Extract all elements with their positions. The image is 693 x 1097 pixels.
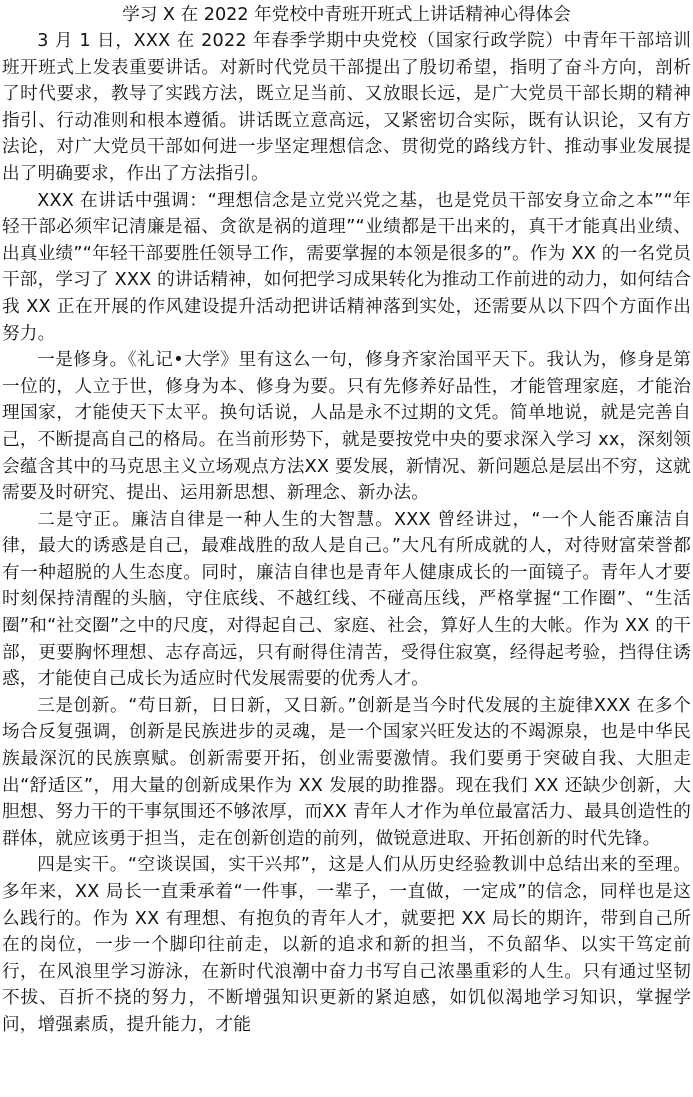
paragraph-integrity: 二是守正。廉洁自律是一种人生的大智慧。XXX 曾经讲过，“一个人能否廉洁自律，最大的诱惑是自己，最难战胜的敌人是自己。”大凡有所成就的人，对待财富荣誉都有一种超脱的人生态度。同时，廉洁自律也是青年人健康成长的一面镜子。青年人才要时刻保持清醒的头脑，守住底线、不越红线、不碰高压线，严格掌握“工作圈”、“生活圈”和“社交圈”之中的尺度，对得起自己、家庭、社会，算好人生的大帐。作为 XX 的干部，更要胸怀理想、志存高远，只有耐得住清苦，受得住寂寞，经得起考验，挡得住诱惑，才能使自己成长为适应时代发展需要的优秀人才。 xyxy=(2,509,691,690)
paragraph-hard-work: 四是实干。“空谈误国，实干兴邦”，这是人们从历史经验教训中总结出来的至理。多年来，XX 局长一直秉承着“一件事，一辈子，一直做，一定成”的信念，同样也是这么践行的。作为 XX 有理想、有抱负的青年人才，就要把 XX 局长的期许，带到自己所在的岗位，一步一个脚印往前走，以新的追求和新的担当，不负韶华、以实干笃定前行，在风浪里学习游泳，在新时代浪潮中奋力书写自己浓墨重彩的人生。只有通过坚韧不拔、百折不挠的努力，不断增强知识更新的紧迫感，如饥似渴地学习知识，掌握学问，增强素质，提升能力，才能 xyxy=(2,855,691,1035)
paragraph-intro: 3 月 1 日，XXX 在 2022 年春季学期中央党校（国家行政学院）中青年干部培训班开班式上发表重要讲话。对新时代党员干部提出了殷切希望，指明了奋斗方向，剖析了时代要求，教导了实践方法，既立足当前、又放眼长远，是广大党员干部长期的精神指引、行动准则和根本遵循。讲话既立意高远，又紧密切合实际，既有认识论，又有方法论，对广大党员干部如何进一步坚定理想信念、贯彻党的路线方针、推动事业发展提出了明确要求，作出了方法指引。 xyxy=(2,31,691,184)
paragraph-speech-quotes: XXX 在讲话中强调：“理想信念是立党兴党之基，也是党员干部安身立命之本”“年轻干部必须牢记清廉是福、贪欲是祸的道理”“业绩都是干出来的，真干才能真出业绩、出真业绩”“年轻干部要胜任领导工作，需要掌握的本领是很多的”。作为 XX 的一名党员干部，学习了 XXX 的讲话精神，如何把学习成果转化为推动工作前进的动力，如何结合我 XX 正在开展的作风建设提升活动把讲话精神落到实处，还需要从以下四个方面作出努力。 xyxy=(2,190,691,344)
paragraph-self-cultivation: 一是修身。《礼记•大学》里有这么一句，修身齐家治国平天下。我认为，修身是第一位的，人立于世，修身为本、修身为要。只有先修养好品性，才能管理家庭，才能治理国家，才能使天下太平。换句话说，人品是永不过期的文凭。简单地说，就是完善自己，不断提高自己的格局。在当前形势下，就是要按党中央的要求深入学习 xx，深刻领会蕴含其中的马克思主义立场观点方法XX 要发展，新情况、新问题总是层出不穷，这就需要及时研究、提出、运用新思想、新理念、新办法。 xyxy=(2,350,691,504)
document-title: 学习 X 在 2022 年党校中青班开班式上讲话精神心得体会 xyxy=(122,5,571,25)
paragraph-innovation: 三是创新。“苟日新，日日新，又日新。”创新是当今时代发展的主旋律XXX 在多个场合反复强调，创新是民族进步的灵魂，是一个国家兴旺发达的不竭源泉，也是中华民族最深沉的民族禀赋。创新需要开拓，创业需要激情。我们要勇于突破自我、大胆走出“舒适区”，用大量的创新成果作为 XX 发展的助推器。现在我们 XX 还缺少创新，大胆想、努力干的干事氛围还不够浓厚，而XX 青年人才作为单位最富活力、最具创造性的群体，就应该勇于担当，走在创新创造的前列，做锐意进取、开拓创新的时代先锋。 xyxy=(2,695,691,849)
